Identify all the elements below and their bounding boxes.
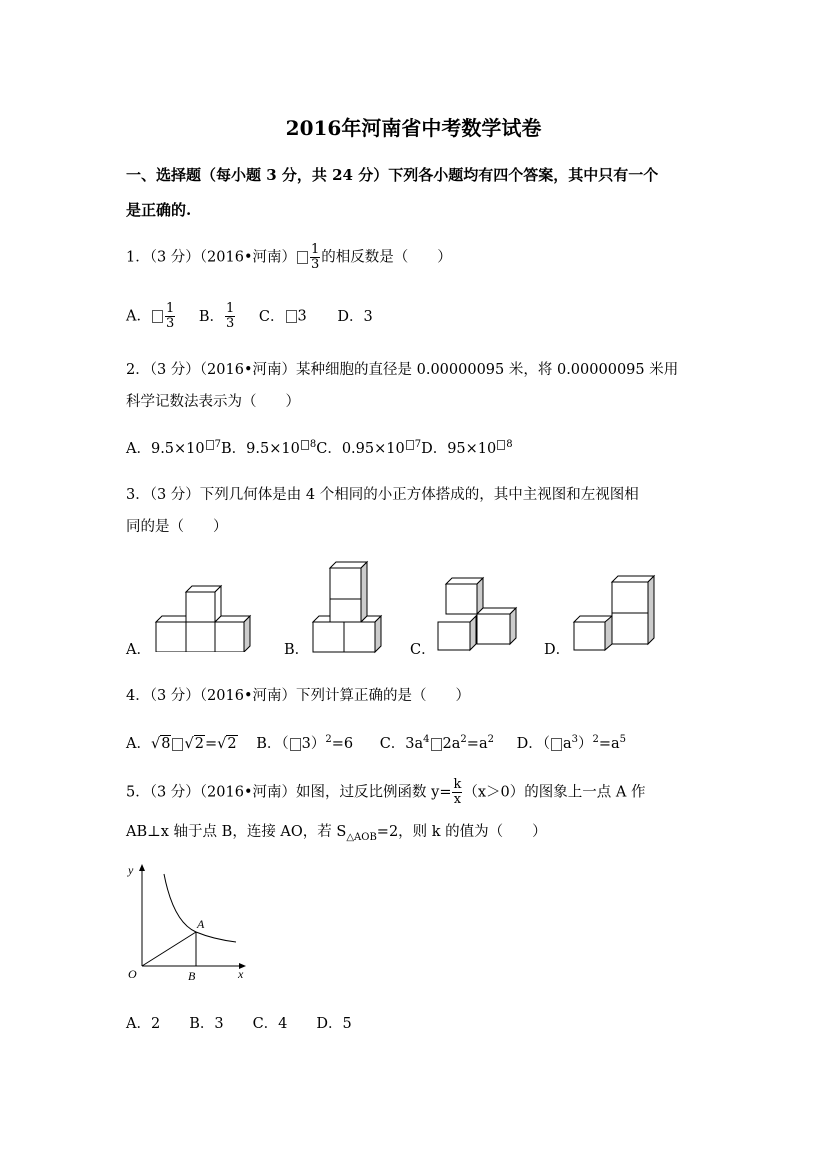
section-header-line1: 一、选择题（每小题 3 分，共 24 分）下列各小题均有四个答案，其中只有一个: [126, 166, 659, 184]
q5-options: A．2 B．3 C．4 D．5: [126, 1016, 352, 1032]
page-title: 2016年河南省中考数学试卷: [285, 116, 542, 140]
q4-option-d-close: ）: [578, 736, 593, 752]
q3-line2: 同的是（ ）: [126, 519, 228, 535]
q3-figure-c: [434, 572, 524, 654]
q4-line: 4．（3 分）（2016•河南）下列计算正确的是（ ）: [126, 688, 471, 704]
q4-option-c: C．3a: [379, 736, 424, 752]
q2-line2: 科学记数法表示为（ ）: [126, 394, 300, 410]
q5-fraction: [452, 778, 462, 807]
minus-glyph-icon: [172, 738, 183, 751]
q2-option-d-exp: 8: [506, 439, 513, 451]
q1-option-b-num: 1: [226, 301, 235, 316]
q3-figure-b: [308, 560, 388, 654]
q3-figure-a: [150, 582, 265, 652]
q4-option-d-mid: a: [562, 736, 572, 752]
y-axis-arrow-icon: [139, 864, 145, 871]
q1-option-a-num: 1: [165, 301, 175, 316]
q1-option-c: C．: [258, 308, 285, 325]
q1-option-b: B．: [198, 308, 225, 325]
label-y: y: [128, 863, 134, 877]
q4-sqrt-2-radicand: 2: [194, 736, 204, 752]
q2-option-b-exp: 8: [309, 439, 317, 451]
hyperbola-curve: [164, 874, 236, 942]
label-b: B: [188, 969, 196, 983]
q2-options: [126, 437, 513, 458]
minus-glyph-icon: [297, 251, 308, 264]
q4-option-b-mid: 3）: [301, 736, 326, 752]
minus-glyph-icon: [301, 440, 309, 450]
q5-graph-figure: [118, 860, 258, 985]
q2-option-a: A．9.5×10: [126, 441, 205, 457]
q3-figure-d: [570, 572, 662, 654]
q1-options: [126, 302, 373, 331]
q4-sqrt-2: √2: [184, 736, 204, 752]
minus-glyph-icon: [406, 440, 414, 450]
minus-glyph-icon: [497, 440, 505, 450]
q4-sqrt-1-radicand: 8: [161, 736, 171, 752]
q3-line1: 3．（3 分）下列几何体是由 4 个相同的小正方体搭成的，其中主视图和左视图相: [126, 487, 639, 503]
q2-line1: 2．（3 分）（2016•河南）某种细胞的直径是 0.00000095 米，将 0.00000095 米用: [126, 362, 679, 378]
label-x: x: [238, 967, 244, 981]
q4-option-a: A．: [126, 736, 151, 752]
q4-option-c-exp3: 2: [487, 734, 494, 746]
q4-sqrt-1: √8: [150, 736, 171, 752]
q4-option-d: D．（: [516, 736, 550, 752]
q2-option-c: C．0.95×10: [316, 441, 405, 457]
q4-option-c-exp1: 4: [423, 734, 430, 746]
q4-option-c-end: =a: [466, 736, 488, 752]
q4-option-d-exp3: 5: [619, 734, 627, 746]
q1-fraction: [310, 243, 320, 272]
q5-line2: [126, 820, 547, 843]
segment-ao: [142, 932, 196, 966]
q2-option-c-exp: 7: [414, 439, 422, 451]
question-1: [126, 243, 452, 272]
q5-suffix: （x＞0）的图象上一点 A 作: [463, 784, 646, 801]
q1-option-a: A．: [126, 308, 151, 325]
q4-sqrt-3: √2: [217, 736, 237, 752]
q4-option-b-exp: 2: [325, 734, 332, 746]
minus-glyph-icon: [152, 310, 163, 323]
label-a: A: [197, 917, 205, 931]
q5-line2a: AB⊥x 轴于点 B，连接 AO，若 S: [126, 824, 347, 840]
q4-option-c-mid: 2a: [442, 736, 461, 752]
q5-frac-den: x: [453, 792, 462, 807]
q1-frac-den: 3: [311, 257, 320, 272]
q3-label-b: B．: [284, 642, 310, 658]
q2-option-d: D．95×10: [421, 441, 497, 457]
q3-label-a: A．: [126, 642, 151, 658]
q4-sqrt-3-radicand: 2: [227, 736, 237, 752]
q1-prefix: 1．（3 分）（2016•河南）: [126, 249, 297, 266]
q5-line2b: =2，则 k 的值为（ ）: [376, 824, 547, 840]
q4-options: [126, 732, 626, 753]
q5-line2-sub: △AOB: [346, 831, 377, 843]
q1-option-b-frac: [225, 302, 235, 331]
minus-glyph-icon: [551, 738, 562, 751]
q1-frac-num: 1: [311, 242, 320, 257]
q4-option-a-eq: =: [204, 736, 218, 752]
q4-option-d-end: =a: [598, 736, 620, 752]
q1-option-c-value: 3: [297, 308, 307, 325]
q1-option-a-den: 3: [165, 316, 175, 331]
q5-line1: [126, 778, 645, 807]
minus-glyph-icon: [431, 738, 442, 751]
section-header-line2: 是正确的.: [126, 201, 192, 219]
q5-frac-num: k: [453, 777, 462, 792]
q1-option-d: D．3: [337, 308, 373, 325]
q1-option-a-frac: [165, 302, 175, 331]
q1-suffix: 的相反数是（ ）: [321, 249, 452, 266]
label-o: O: [128, 967, 137, 981]
q3-label-d: D．: [544, 642, 571, 658]
q4-option-d-exp1: 3: [571, 734, 578, 746]
q4-option-c-exp2: 2: [460, 734, 467, 746]
q4-option-d-exp2: 2: [592, 734, 599, 746]
q4-option-b: B．（: [256, 736, 289, 752]
minus-glyph-icon: [290, 738, 301, 751]
minus-glyph-icon: [286, 310, 297, 323]
minus-glyph-icon: [206, 440, 214, 450]
q1-option-b-den: 3: [226, 316, 235, 331]
q2-option-a-exp: 7: [214, 439, 222, 451]
q2-option-b: B．9.5×10: [221, 441, 300, 457]
q4-option-b-end: =6: [331, 736, 354, 752]
q5-prefix: 5．（3 分）（2016•河南）如图，过反比例函数 y=: [126, 784, 452, 801]
q3-label-c: C．: [410, 642, 436, 658]
